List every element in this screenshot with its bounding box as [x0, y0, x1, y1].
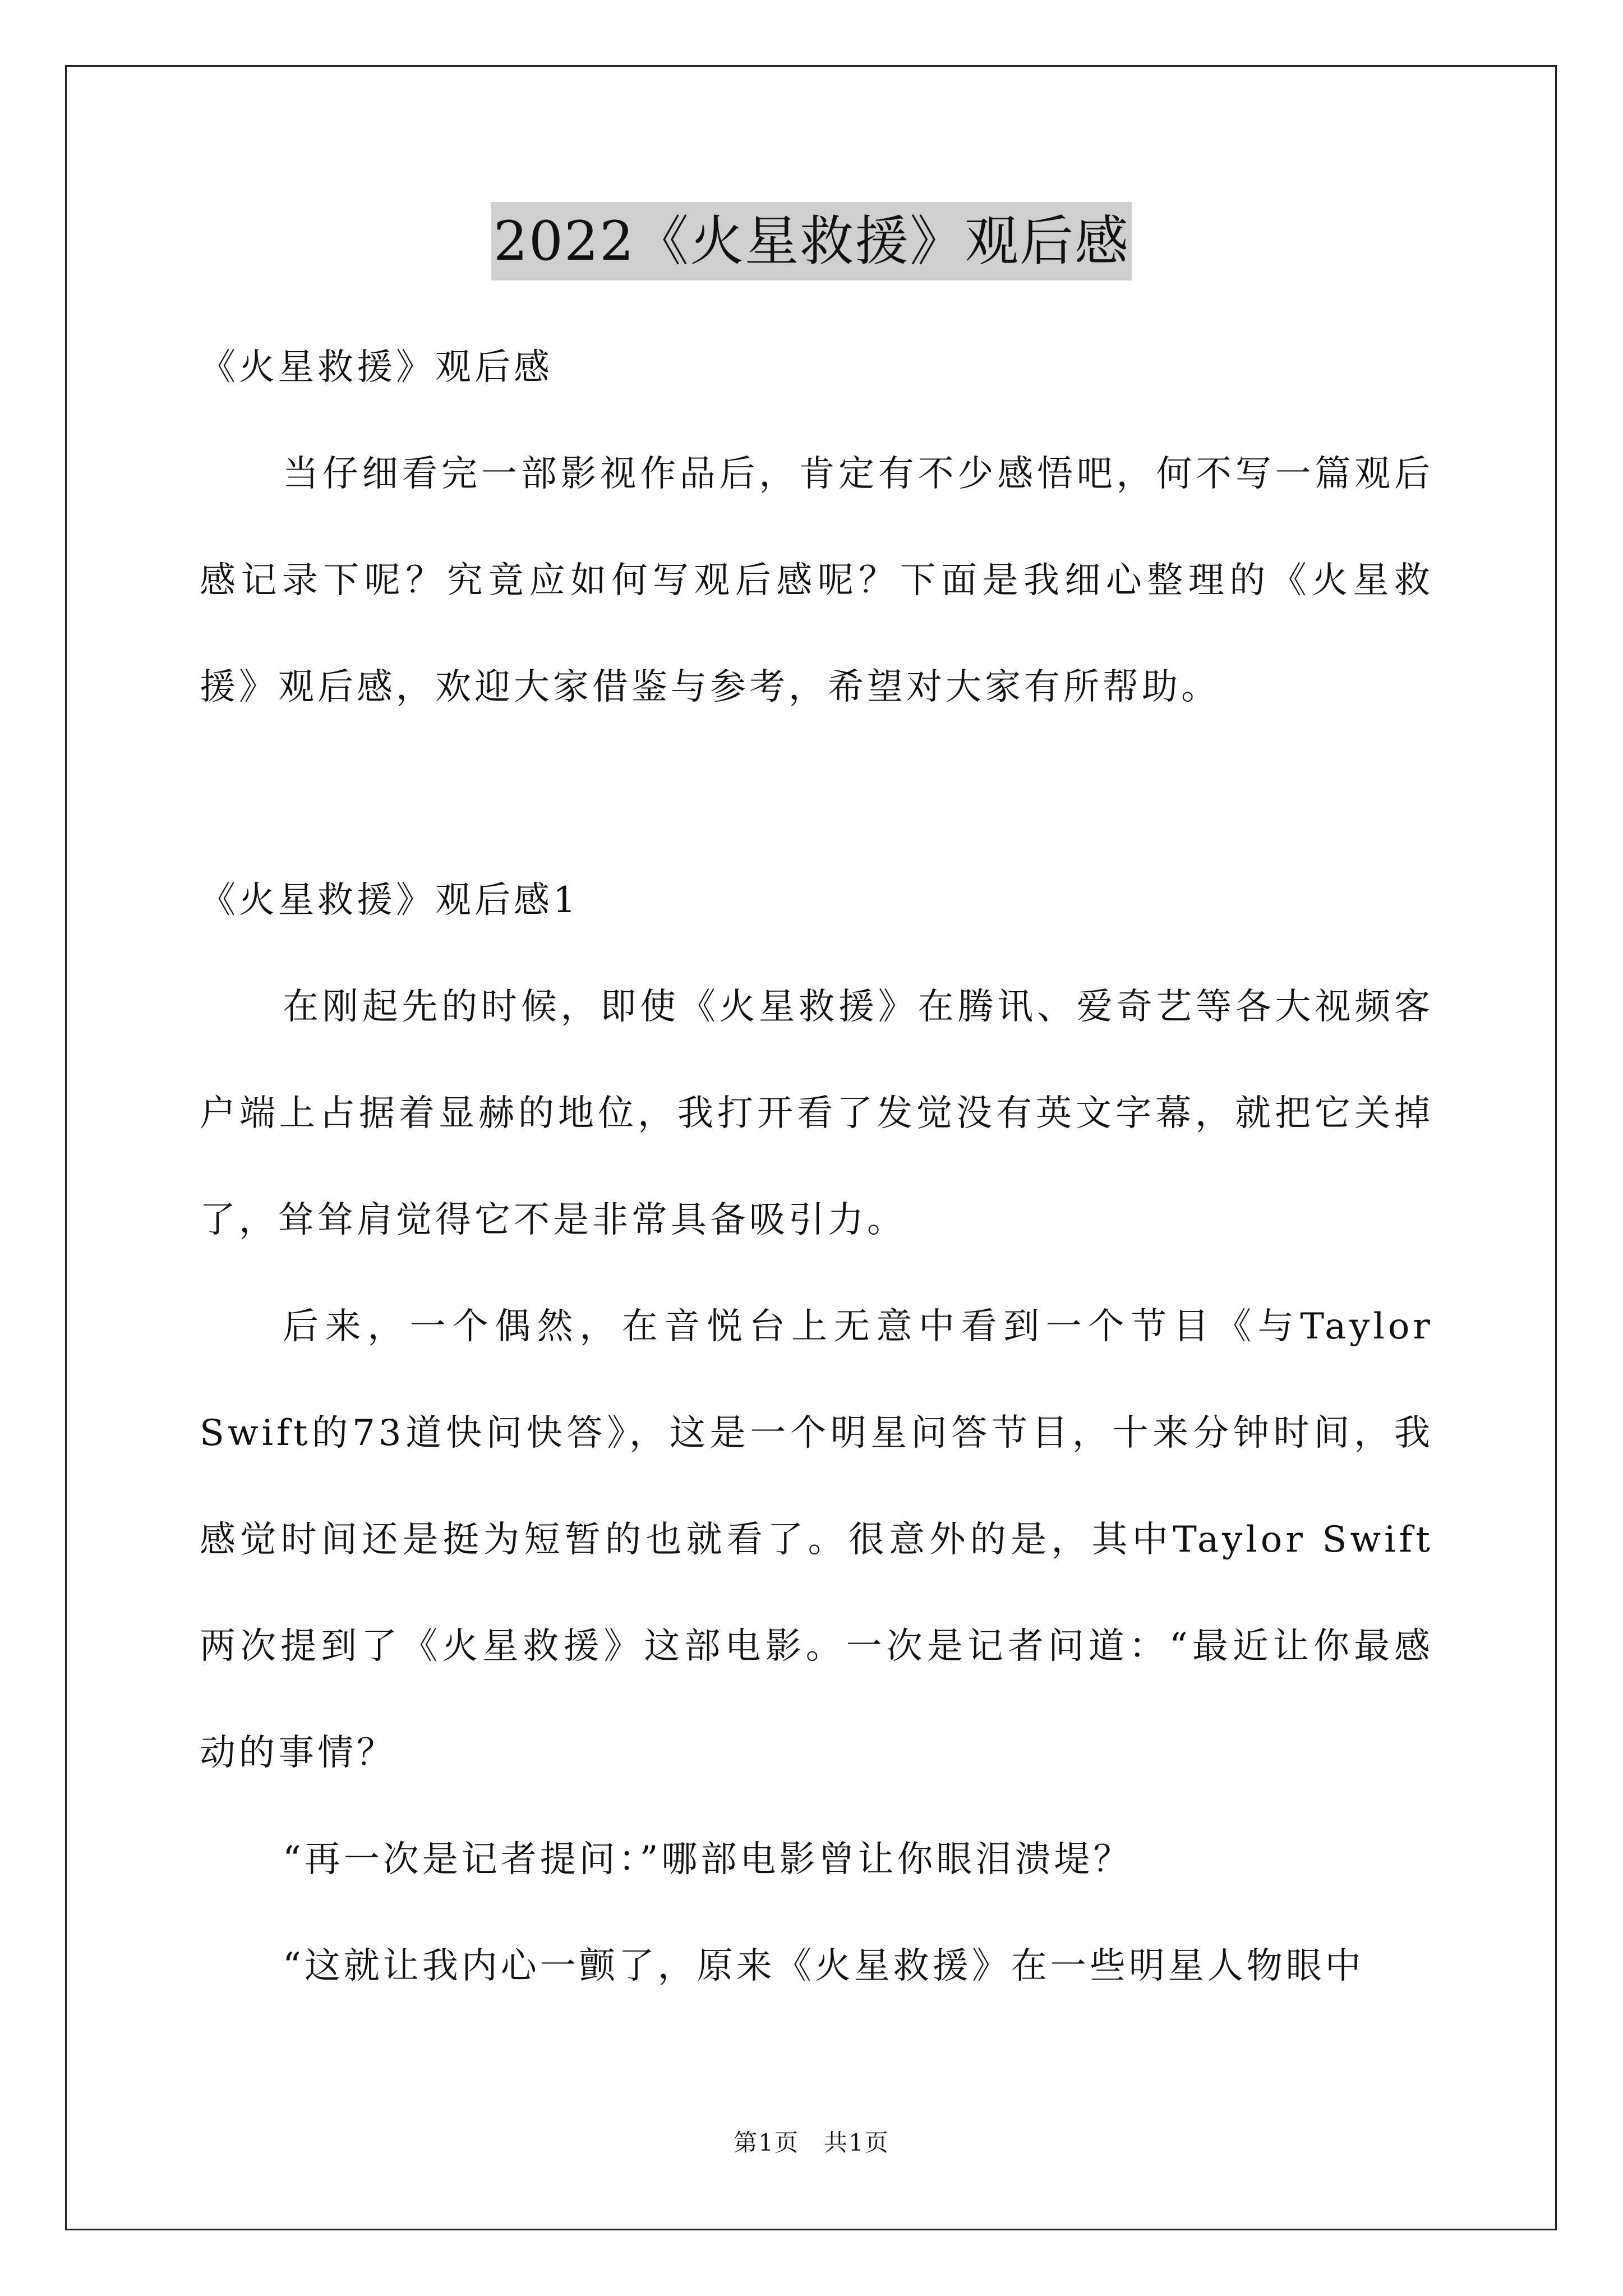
- page-footer: 第1页 共1页: [734, 2129, 889, 2156]
- intro-paragraph: 当仔细看完一部影视作品后，肯定有不少感悟吧，何不写一篇观后感记录下呢？究竟应如何写观后感呢？下面是我细心整理的《火星救援》观后感，欢迎大家借鉴与参考，希望对大家有所帮助。: [200, 453, 1433, 708]
- section-heading: 《火星救援》观后感1: [200, 880, 579, 921]
- subtitle-paragraph: 《火星救援》观后感: [200, 347, 553, 388]
- paragraph-gap: [200, 740, 1433, 847]
- body-paragraph-4: “这就让我内心一颤了，原来《火星救援》在一些明星人物眼中: [283, 1945, 1364, 1987]
- body-paragraph-1: 在刚起先的时候，即使《火星救援》在腾讯、爱奇艺等各大视频客户端上占据着显赫的地位，我打开看了发觉没有英文字幕，就把它关掉了，耸耸肩觉得它不是非常具备吸引力。: [200, 986, 1433, 1241]
- body-paragraph-3: “再一次是记者提问：”哪部电影曾让你眼泪溃堤？: [283, 1839, 1133, 1880]
- document-title: 2022《火星救援》观后感: [491, 202, 1132, 280]
- title-wrap: [0, 202, 1623, 280]
- body-paragraph-2: 后来，一个偶然，在音悦台上无意中看到一个节目《与Taylor Swift的73道快问快答》，这是一个明星问答节目，十来分钟时间，我感觉时间还是挺为短暂的也就看了。很意外的是，其中Taylor Swift两次提到了《火星救援》这部电影。一次是记者问道：“最近让你最感动的事情？: [200, 1306, 1433, 1774]
- document-body: [200, 314, 1433, 2019]
